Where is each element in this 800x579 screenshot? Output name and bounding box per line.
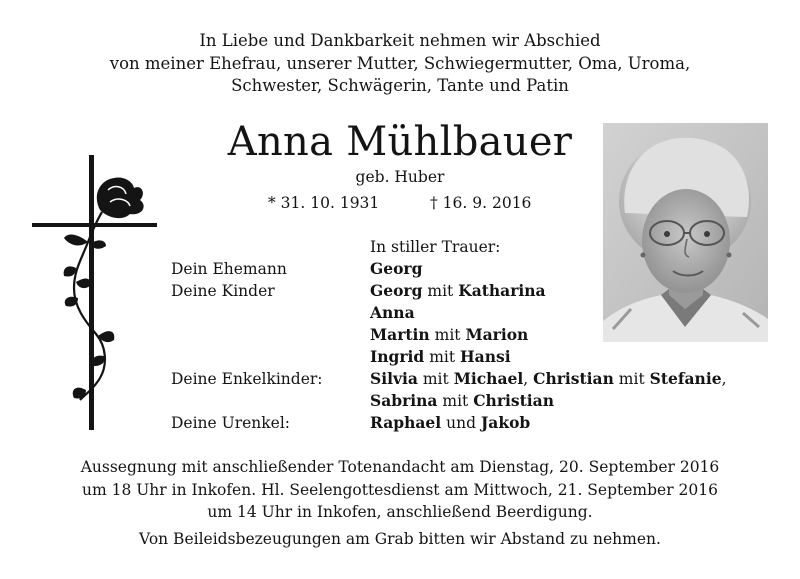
child-name: Ingrid	[370, 347, 425, 366]
grandchild-name: Christian	[533, 369, 614, 388]
grandchild-name: Sabrina	[370, 391, 438, 410]
conjunction: mit	[427, 282, 454, 300]
child-entry	[370, 346, 511, 368]
conjunction: mit	[434, 326, 461, 344]
grandchild-name: Silvia	[370, 369, 418, 388]
conjunction: mit	[429, 348, 456, 366]
service-line: um 18 Uhr in Inkofen. Hl. Seelengottesdienst am Mittwoch, 21. September 2016	[81, 480, 718, 499]
children-label: Deine Kinder	[171, 282, 275, 300]
child-entry	[370, 302, 415, 324]
service-line: um 14 Uhr in Inkofen, anschließend Beerdigung.	[207, 503, 593, 521]
conjunction: mit	[442, 392, 469, 410]
partner-name: Christian	[473, 391, 554, 410]
great-grandchildren-label: Deine Urenkel:	[171, 414, 291, 432]
great-grandchild-name: Jakob	[480, 413, 531, 432]
grandchildren-entry	[370, 390, 554, 412]
intro-text	[0, 30, 800, 98]
great-grandchild-name: Raphael	[370, 413, 442, 432]
closing-note: Von Beileidsbezeugungen am Grab bitten wir Abstand zu nehmen.	[139, 530, 661, 548]
intro-line: In Liebe und Dankbarkeit nehmen wir Abschied	[199, 31, 601, 50]
child-name: Martin	[370, 325, 430, 344]
birth-date: * 31. 10. 1931	[268, 194, 380, 212]
separator: ,	[523, 370, 529, 388]
mourners-heading: In stiller Trauer:	[370, 238, 501, 256]
great-grandchildren-entry	[370, 412, 530, 434]
child-name: Anna	[370, 303, 415, 322]
child-name: Georg	[370, 281, 423, 300]
conjunction: und	[446, 414, 477, 432]
intro-line: Schwester, Schwägerin, Tante und Patin	[231, 76, 569, 95]
conjunction: mit	[618, 370, 645, 388]
birth-name: geb. Huber	[355, 168, 445, 186]
child-entry	[370, 280, 546, 302]
partner-name: Marion	[465, 325, 529, 344]
child-entry	[370, 324, 528, 346]
partner-name: Michael	[453, 369, 524, 388]
intro-line: von meiner Ehefrau, unserer Mutter, Schwiegermutter, Oma, Uroma,	[109, 53, 691, 73]
partner-name: Katharina	[458, 281, 546, 300]
grandchildren-label: Deine Enkelkinder:	[171, 370, 323, 388]
deceased-name: Anna Mühlbauer	[227, 119, 573, 165]
death-date: † 16. 9. 2016	[430, 194, 532, 212]
conjunction: mit	[422, 370, 449, 388]
partner-name: Hansi	[460, 347, 511, 366]
service-info	[0, 456, 800, 524]
husband-name: Georg	[370, 259, 423, 278]
husband-label: Dein Ehemann	[171, 260, 287, 278]
grandchildren-entry	[370, 368, 727, 390]
partner-name: Stefanie	[649, 369, 722, 388]
separator: ,	[721, 370, 727, 388]
service-line: Aussegnung mit anschließender Totenandacht am Dienstag, 20. September 2016	[80, 458, 720, 476]
mourners-list	[0, 236, 800, 436]
